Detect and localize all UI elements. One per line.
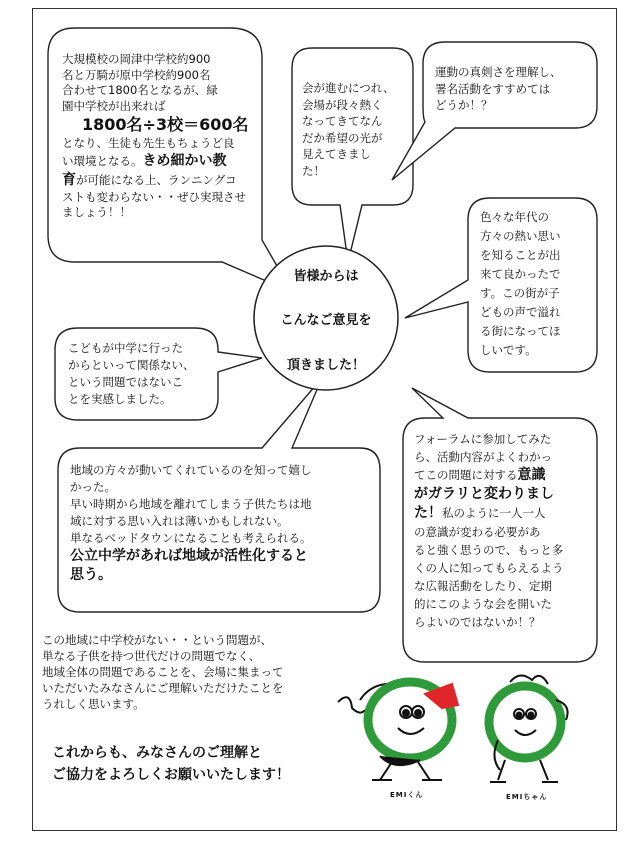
center-line-1: 皆様からは bbox=[293, 269, 359, 284]
bubble-mid-right-line: を知ることが出 bbox=[480, 248, 561, 262]
bubble-top-left-line: 大規模校の岡津中学校約900 bbox=[62, 52, 211, 66]
bubble-mid-right-line: どもの声で溢れ bbox=[480, 305, 561, 319]
bubble-mid-right-line: 方々の熱い思い bbox=[480, 229, 561, 243]
bubble-mid-right-line: 来て良かったで bbox=[480, 267, 561, 281]
bubble-top-left-bold: 育 bbox=[62, 171, 76, 188]
bubble-bottom-right-line: フォーラムに参加してみた bbox=[414, 432, 552, 446]
bubble-bottom-right-text bbox=[414, 430, 564, 631]
center-line-2: こんなご意見を bbox=[280, 313, 372, 328]
bubble-bottom-right-bold: がガラリと変わりまし bbox=[414, 486, 554, 502]
bubble-bottom-left-bold: 思う。 bbox=[70, 567, 112, 583]
bubble-mid-left-line: からといって関係ない、 bbox=[68, 358, 195, 372]
bubble-top-mid-line: だか希望の光が bbox=[302, 130, 383, 145]
bubble-top-left-line bbox=[62, 171, 248, 190]
bubble-top-left-line: 合わせて1800名となるが、緑 bbox=[62, 83, 218, 97]
bubble-mid-left-line: とを実感しました。 bbox=[68, 392, 172, 406]
bubble-bottom-left-line: かった。 bbox=[70, 480, 116, 494]
bubble-bottom-left-line: 地域の方々が動いてくれているのを知って嬉し bbox=[70, 463, 312, 477]
emi-chan-mascot bbox=[489, 675, 568, 782]
bubble-bottom-right-bold: た！ bbox=[414, 505, 442, 521]
bubble-mid-left-text bbox=[68, 340, 195, 408]
bubble-mid-right-line: しいです。 bbox=[480, 343, 537, 357]
bubble-bottom-right-line: くの人に知ってもらえるよう bbox=[414, 561, 564, 575]
bubble-top-mid-line: なってきてなん bbox=[302, 114, 383, 128]
bubble-bottom-right-line bbox=[414, 466, 564, 485]
emi-kun-label: EMIくん bbox=[390, 791, 424, 799]
emi-kun-mascot bbox=[338, 682, 458, 780]
bubble-bottom-right-line: らよいのではないか！？ bbox=[414, 615, 541, 629]
bubble-bottom-right-line bbox=[414, 504, 564, 523]
bubble-top-mid-line: 会が進むにつれ、 bbox=[302, 81, 395, 95]
bubble-mid-left-line: こどもが中学に行った bbox=[68, 341, 183, 355]
bubble-bottom-left-line: 単なるベッドタウンになることも考えられる。 bbox=[70, 531, 312, 545]
center-line-3: 頂きました！ bbox=[286, 358, 365, 373]
bubble-mid-right-text bbox=[480, 208, 561, 360]
footer-line: 単なる子供を持つ世代だけの問題でなく、 bbox=[42, 649, 261, 663]
bubble-bottom-right-line: な広報活動をしたり、定期 bbox=[414, 579, 552, 593]
bubble-mid-right-line: る街になってほ bbox=[480, 324, 561, 338]
bubble-top-left-bold: きめ細かい教 bbox=[142, 152, 227, 169]
closing-message bbox=[52, 742, 290, 786]
bubble-top-left-line: 園中学校が出来れば bbox=[62, 98, 166, 113]
bubble-bottom-right-bold: 意識 bbox=[517, 467, 546, 483]
closing-line: これからも、みなさんのご理解と bbox=[52, 745, 262, 761]
bubble-top-right-line: どうか！？ bbox=[435, 98, 493, 112]
bubble-top-left-line: となり、生徒も先生もちょうど良 bbox=[62, 136, 235, 150]
bubble-mid-right-line: す。この街が子 bbox=[480, 286, 560, 300]
bubble-top-left-line: ましょう！！ bbox=[62, 205, 131, 219]
bubble-bottom-right-segment: てこの問題に対する bbox=[414, 468, 518, 482]
bubble-top-left-segment: が可能になる上、ランニングコ bbox=[76, 172, 237, 187]
bubble-top-left-text bbox=[62, 52, 248, 221]
bubble-top-right-line: 運動の真剣さを理解し、 bbox=[435, 65, 562, 79]
bubble-top-mid-text bbox=[302, 80, 394, 179]
bubble-top-right-text bbox=[435, 64, 562, 114]
bubble-bottom-left-line: 早い時期から地域を離れてしまう子供たちは地 bbox=[70, 497, 312, 511]
bubble-top-left-line: 名と万騎が原中学校約900名 bbox=[62, 67, 211, 82]
bubble-top-mid-line: 会場が段々熱く bbox=[302, 97, 383, 112]
footer-paragraph bbox=[42, 632, 284, 712]
bubble-top-left-line bbox=[62, 152, 248, 171]
bubble-top-right-line: 署名活動をすすめては bbox=[435, 81, 551, 96]
bubble-bottom-right-line: の意識が変わる必要があ bbox=[414, 525, 541, 539]
bubble-bottom-left-text bbox=[70, 462, 312, 585]
bubble-top-left-emphasis: 1800名÷3校＝600名 bbox=[82, 115, 249, 134]
footer-line: いただいたみなさんにご理解いただけたことを bbox=[42, 681, 284, 695]
footer-line: この地域に中学校がない・・という問題が、 bbox=[42, 633, 272, 647]
bubble-top-mid-line: た！ bbox=[302, 163, 325, 178]
emi-chan-label: EMIちゃん bbox=[506, 793, 548, 801]
bubble-top-mid-line: 見えてきまし bbox=[302, 147, 371, 161]
closing-line: ご協力をよろしくお願いいたします！ bbox=[52, 767, 290, 783]
bubble-bottom-left-bold: 公立中学があれば地域が活性化すると bbox=[70, 548, 308, 564]
bubble-bottom-right-line: ら、活動内容がよくわかっ bbox=[414, 450, 552, 464]
bubble-mid-right-line: 色々な年代の bbox=[480, 210, 549, 224]
footer-line: 地域全体の問題であることを、会場に集まって bbox=[42, 665, 284, 679]
footer-line: うれしく思います。 bbox=[42, 697, 145, 711]
bubble-mid-left-line: という問題ではないこ bbox=[68, 375, 183, 389]
bubble-bottom-right-line: ると強く思うので、もっと多 bbox=[414, 543, 564, 557]
bubble-bottom-right-line: 的にこのような会を開いた bbox=[414, 597, 552, 611]
bubble-bottom-right-segment: 私のように一人一人 bbox=[442, 506, 546, 520]
bubble-bottom-left-line: 域に対する思い入れは薄いかもしれない。 bbox=[70, 514, 289, 528]
bubble-top-left-segment: い環境となる。 bbox=[62, 153, 143, 168]
bubble-top-left-line: ストも変わらない・・ぜひ実現させ bbox=[62, 189, 246, 204]
